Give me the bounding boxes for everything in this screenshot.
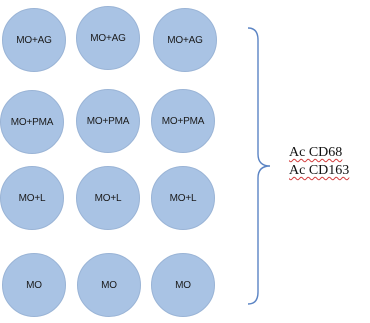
well-r4-c1: MO (2, 253, 66, 317)
well-r4-c3: MO (151, 253, 215, 317)
well-r2-c1: MO+PMA (0, 90, 64, 154)
well-r2-c2: MO+PMA (76, 89, 140, 153)
right-curly-brace (246, 26, 282, 308)
well-r3-c2: MO+L (76, 166, 140, 230)
well-r4-c2: MO (77, 253, 141, 317)
well-r3-c1: MO+L (0, 166, 64, 230)
well-r1-c2: MO+AG (76, 6, 140, 70)
antibody-label-cd163: Ac CD163 (289, 163, 350, 178)
well-r1-c1: MO+AG (2, 8, 66, 72)
antibody-label-cd68: Ac CD68 (289, 145, 343, 160)
well-r1-c3: MO+AG (153, 8, 217, 72)
well-r3-c3: MO+L (151, 166, 215, 230)
well-r2-c3: MO+PMA (151, 89, 215, 153)
